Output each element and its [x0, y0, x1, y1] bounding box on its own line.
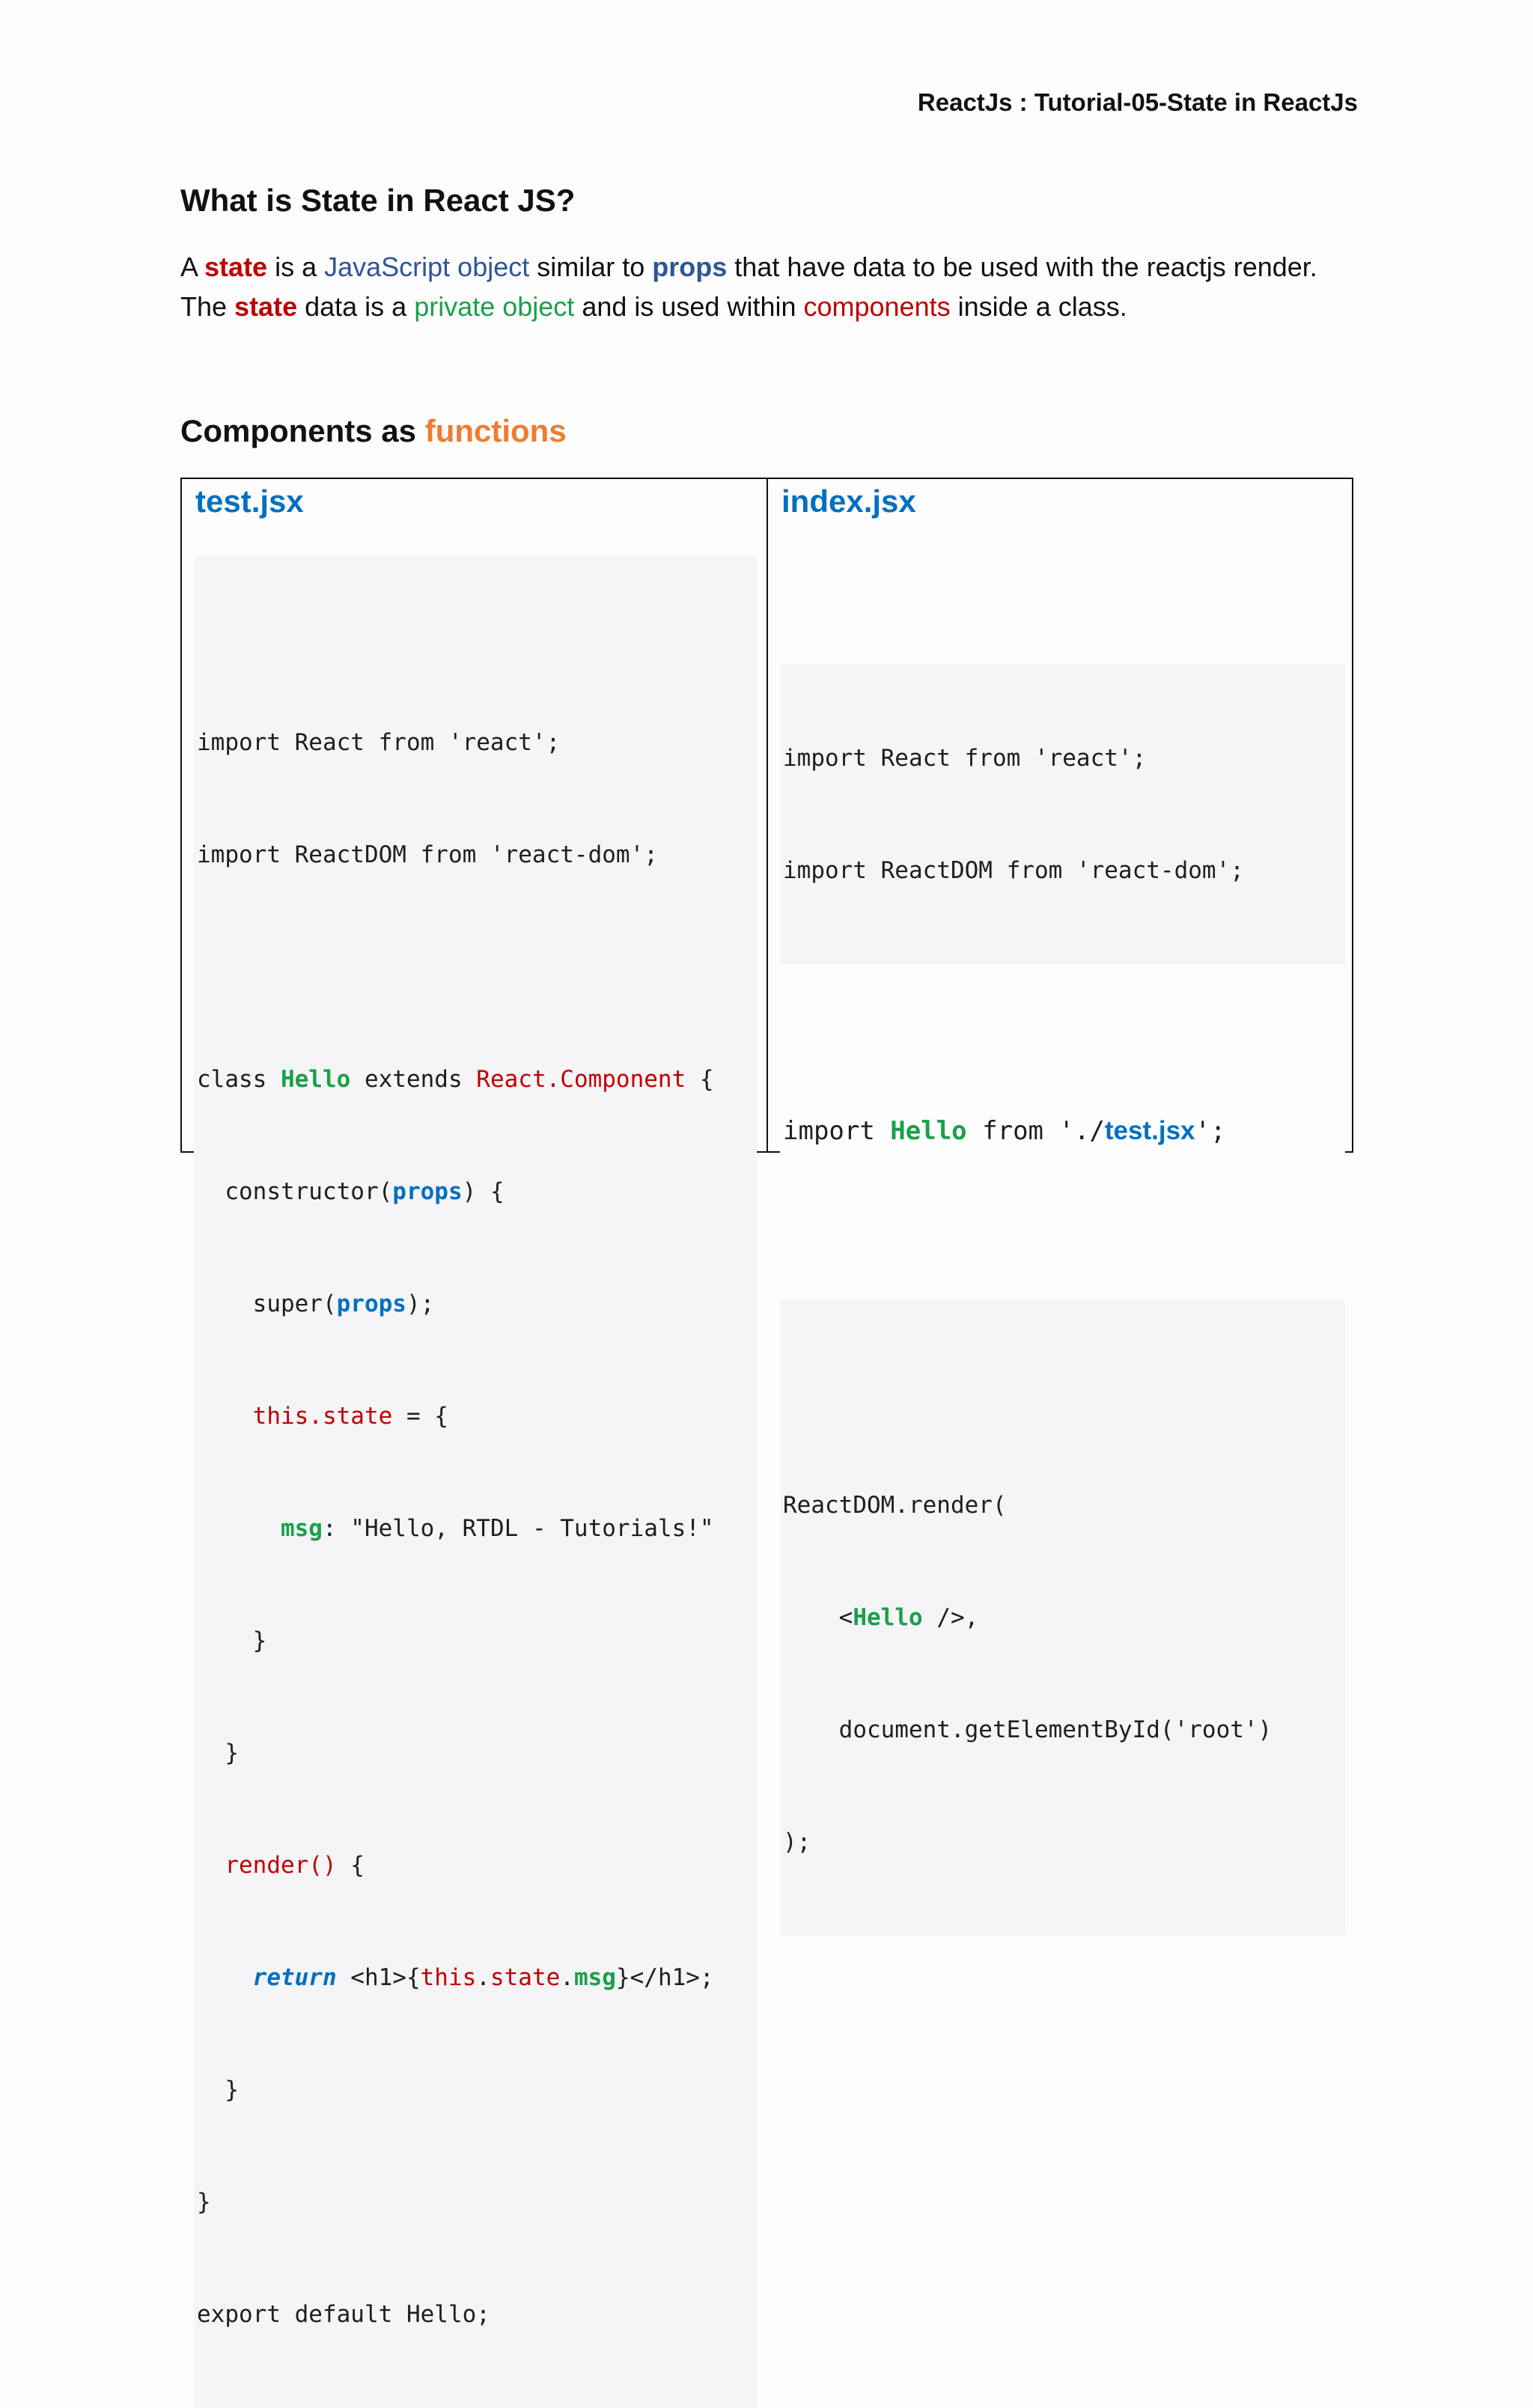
code-cell-test-jsx: [182, 479, 768, 2328]
keyword-javascript-object: JavaScript object: [324, 252, 530, 282]
token: extends: [350, 1066, 477, 1093]
token: <: [783, 1604, 853, 1631]
code-table: [180, 478, 1353, 2328]
intro-line-1: [180, 247, 1378, 287]
token: .: [560, 1964, 574, 1991]
token-hello: Hello: [853, 1604, 923, 1631]
token: ';: [1195, 1116, 1226, 1146]
token: {: [686, 1066, 714, 1093]
heading-text: Components as: [180, 413, 425, 448]
intro-paragraph: [180, 247, 1378, 326]
token-return: return: [252, 1964, 337, 1991]
section-heading-components: [180, 413, 567, 449]
token-render: render(): [197, 1852, 337, 1879]
code-line: );: [783, 1829, 811, 1856]
code-line: [783, 1599, 1339, 1636]
keyword-props: props: [652, 252, 728, 282]
text: and is used within: [574, 291, 804, 322]
token-this: this: [420, 1964, 477, 1991]
token: ) {: [462, 1178, 505, 1205]
code-import-block: [780, 665, 1345, 964]
token: from './: [966, 1116, 1105, 1146]
code-block-index-jsx: [780, 590, 1345, 2011]
code-line: [197, 1847, 751, 1884]
code-line: [197, 1173, 751, 1210]
page-header-title: ReactJs : Tutorial-05-State in ReactJs: [917, 88, 1358, 116]
token-state: state: [490, 1964, 561, 1991]
code-line: import React from 'react';: [197, 729, 561, 756]
token-class-name: Hello: [280, 1066, 351, 1093]
code-line: [197, 1959, 751, 1996]
token: }</h1>;: [615, 1964, 714, 1991]
token-props: props: [392, 1178, 463, 1205]
code-render-block: [780, 1299, 1345, 1936]
token: );: [406, 1290, 435, 1317]
code-line: [197, 1510, 751, 1547]
code-line: import React from 'react';: [783, 745, 1147, 772]
code-line: ReactDOM.render(: [783, 1492, 1007, 1519]
token-props: props: [336, 1290, 406, 1317]
token: import: [783, 1116, 891, 1146]
token: class: [197, 1066, 281, 1093]
text: data is a: [297, 291, 415, 322]
code-line: }: [197, 1740, 239, 1767]
keyword-state: state: [204, 252, 268, 282]
code-block-test-jsx: [194, 555, 757, 2408]
token: constructor(: [197, 1178, 393, 1205]
text: A: [180, 252, 205, 282]
code-line: import ReactDOM from 'react-dom';: [783, 857, 1244, 884]
text: that have data to be used with the reactjs render.: [727, 252, 1317, 282]
text: inside a class.: [950, 291, 1127, 322]
token: <h1>{: [336, 1964, 421, 1991]
filename-test-jsx: test.jsx: [195, 484, 304, 519]
code-line: [197, 1061, 751, 1098]
token: [197, 1964, 253, 1991]
keyword-private-object: private object: [414, 291, 575, 322]
code-line: [197, 1285, 751, 1323]
filename-index-jsx: index.jsx: [781, 484, 916, 519]
code-line: }: [197, 2076, 239, 2103]
text: is a: [267, 252, 325, 282]
code-line: }: [197, 1627, 267, 1654]
code-line: document.getElementById('root'): [783, 1716, 1273, 1743]
token: />,: [922, 1604, 979, 1631]
token-hello: Hello: [890, 1116, 967, 1146]
code-line: export default Hello;: [197, 2301, 490, 2328]
token: [197, 1515, 281, 1542]
section-heading-state: What is State in React JS?: [180, 183, 576, 218]
code-line: [783, 1114, 1339, 1150]
keyword-components: components: [803, 291, 951, 322]
intro-line-2: [180, 287, 1378, 326]
text: similar to: [529, 252, 653, 282]
token: = {: [392, 1403, 448, 1430]
token: {: [336, 1852, 365, 1879]
code-line: [197, 1397, 751, 1435]
code-line: import ReactDOM from 'react-dom';: [197, 841, 658, 868]
token-test-jsx: test.jsx: [1104, 1116, 1195, 1145]
token-this-state: this.state: [197, 1403, 393, 1430]
text: The: [180, 291, 235, 322]
token: super(: [197, 1290, 337, 1317]
token: .: [476, 1964, 490, 1991]
token: : "Hello, RTDL - Tutorials!": [322, 1515, 714, 1542]
token-msg: msg: [573, 1964, 616, 1991]
token-msg: msg: [280, 1515, 323, 1542]
keyword-state: state: [234, 291, 298, 322]
keyword-functions: functions: [424, 413, 567, 448]
token-base-class: React.Component: [476, 1066, 686, 1093]
code-import-hello: [780, 1039, 1345, 1225]
code-cell-index-jsx: [768, 479, 1352, 1856]
code-line: }: [197, 2189, 211, 2216]
